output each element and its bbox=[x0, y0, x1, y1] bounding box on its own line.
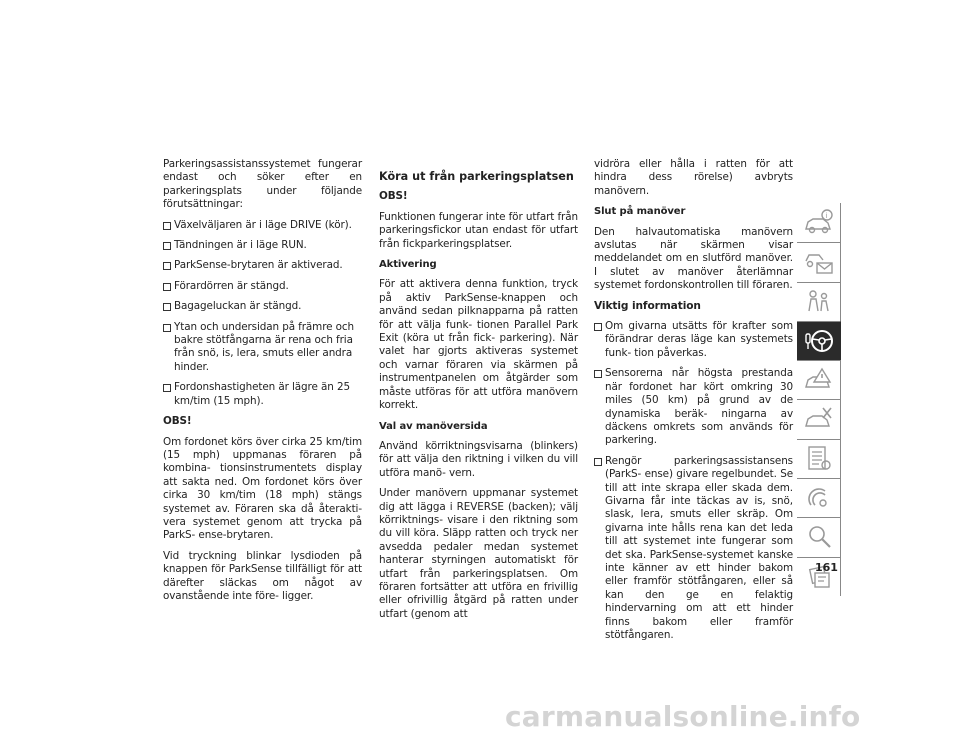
steering-key-icon bbox=[803, 326, 835, 356]
list-item: Rengör parkeringsassistansens (ParkS- ense) givare regelbundet. Se till att inte skrapa eller skada dem. Givarna får inte täckas av is, snö, slask, lera, smuts eller skräp. Om givarna inte hålls rena kan det leda till att systemet inte fungerar som det ska. ParkSense-systemet kanske inte känner av ett hinder bakom eller framför stötfångaren, eller så kan den ge en felaktig hindervarning om att ett hinder finns bakom eller framför stötfångaren. bbox=[594, 455, 793, 643]
search-icon bbox=[803, 522, 835, 552]
note-title: OBS! bbox=[379, 190, 408, 203]
tab-search[interactable] bbox=[797, 517, 841, 556]
note-text: Om fordonet körs över cirka 25 km/tim (15 mph) uppmanas föraren på kombina- tionsinstrumentets display att sakta ned. Om fordonet körs över cirka 30 km/tim (18 mph) stängs systemet av. Föraren ska då återakti- vera systemet genom att trycka på ParkS- ense-brytaren. bbox=[163, 435, 362, 542]
list-item: Växelväljaren är i läge DRIVE (kör). bbox=[163, 219, 362, 232]
note-text: Funktionen fungerar inte för utfart från parkeringsfickor utan endast för utfart från fickparkeringsplatser. bbox=[379, 210, 578, 250]
column-2 bbox=[379, 158, 578, 628]
subheading-side: Val av manöversida bbox=[379, 420, 488, 432]
tab-warning[interactable] bbox=[797, 360, 841, 399]
svg-text:i: i bbox=[825, 212, 828, 220]
subheading-end: Slut på manöver bbox=[594, 206, 686, 218]
list-item: Ytan och undersidan på främre och bakre stötfångarna är rena och fria från snö, is, lera, smuts eller andra hinder. bbox=[163, 321, 362, 375]
page-number: 161 bbox=[815, 561, 838, 574]
spec-list-icon bbox=[803, 444, 835, 474]
section-heading: Köra ut från parkeringsplatsen bbox=[379, 170, 574, 183]
column-1 bbox=[163, 158, 362, 610]
intro-paragraph: Parkeringsassistanssystemet fungerar endast och söker efter en parkeringsplats under följande förutsättningar: bbox=[163, 158, 362, 211]
continued-paragraph: vidröra eller hålla i ratten för att hindra dess rörelse) avbryts manövern. bbox=[594, 158, 793, 197]
led-paragraph: Vid tryckning blinkar lysdioden på knappen för ParkSense tillfälligt för att därefter släckas om något av ovanstående inte före- ligger. bbox=[163, 549, 362, 602]
side-paragraph: Använd körriktningsvisarna (blinkers) för att välja den riktning i vilken du vill utföra manö- vern. bbox=[379, 439, 578, 479]
info-list bbox=[594, 320, 793, 642]
list-item: Sensorerna når högsta prestanda när fordonet har kört omkring 30 miles (50 km) på grund av de dynamiska beräk- ningarna av däckens omkrets som används för parkering. bbox=[594, 367, 793, 447]
list-item: Fordonshastigheten är lägre än 25 km/tim (15 mph). bbox=[163, 381, 362, 408]
tab-car-info[interactable] bbox=[797, 203, 841, 242]
list-item: Bagageluckan är stängd. bbox=[163, 300, 362, 313]
tab-car-mail[interactable] bbox=[797, 242, 841, 281]
manoeuvre-paragraph: Under manövern uppmanar systemet dig att lägga i REVERSE (backen); välj körriktnings- visare i den riktning som du vill köra. Släpp ratten och tryck ner avsedda pedaler medan systemet hanterar styrningen automatiskt för utfart från parkeringsplatsen. Om föraren fortsätter att utföra en frivillig eller ofrivillig åtgärd på ratten under utfart (genom att bbox=[379, 487, 578, 620]
list-item: Tändningen är i läge RUN. bbox=[163, 239, 362, 252]
tab-specifications[interactable] bbox=[797, 439, 841, 478]
car-info-icon bbox=[803, 207, 835, 237]
end-paragraph: Den halvautomatiska manövern avslutas när skärmen visar meddelandet om en slutförd manöver. I slutet av manöver återlämnar systemet fordonskontrollen till föraren. bbox=[594, 225, 793, 292]
safety-people-icon bbox=[803, 287, 835, 317]
chapter-tabs bbox=[797, 203, 841, 596]
conditions-list bbox=[163, 219, 362, 408]
tools-car-icon bbox=[803, 404, 835, 434]
multimedia-icon bbox=[803, 483, 835, 513]
list-item: Förardörren är stängd. bbox=[163, 280, 362, 293]
tab-safety[interactable] bbox=[797, 282, 841, 321]
subheading-activation: Aktivering bbox=[379, 259, 437, 271]
tab-multimedia[interactable] bbox=[797, 478, 841, 517]
section-heading: Viktig information bbox=[594, 299, 701, 312]
list-item: Om givarna utsätts för krafter som förändrar deras läge kan systemets funk- tion påverkas. bbox=[594, 320, 793, 360]
tab-driving[interactable] bbox=[797, 321, 841, 360]
list-item: ParkSense-brytaren är aktiverad. bbox=[163, 259, 362, 272]
note-title: OBS! bbox=[163, 415, 192, 428]
activation-paragraph: För att aktivera denna funktion, tryck på aktiv ParkSense-knappen och använd sedan pilknapparna på ratten för att välja funk- tionen Parallel Park Exit (köra ut från fick- parkering). När valet har gjorts aktiveras systemet och varnar föraren via skärmen på instrumentpanelen om åtgärder som måste utföras för att utföra manövern korrekt. bbox=[379, 278, 578, 412]
watermark: carmanualsonline.info bbox=[505, 700, 861, 733]
warning-car-icon bbox=[803, 365, 835, 395]
car-mail-icon bbox=[803, 247, 835, 277]
column-3 bbox=[594, 158, 793, 649]
tab-service[interactable] bbox=[797, 399, 841, 438]
